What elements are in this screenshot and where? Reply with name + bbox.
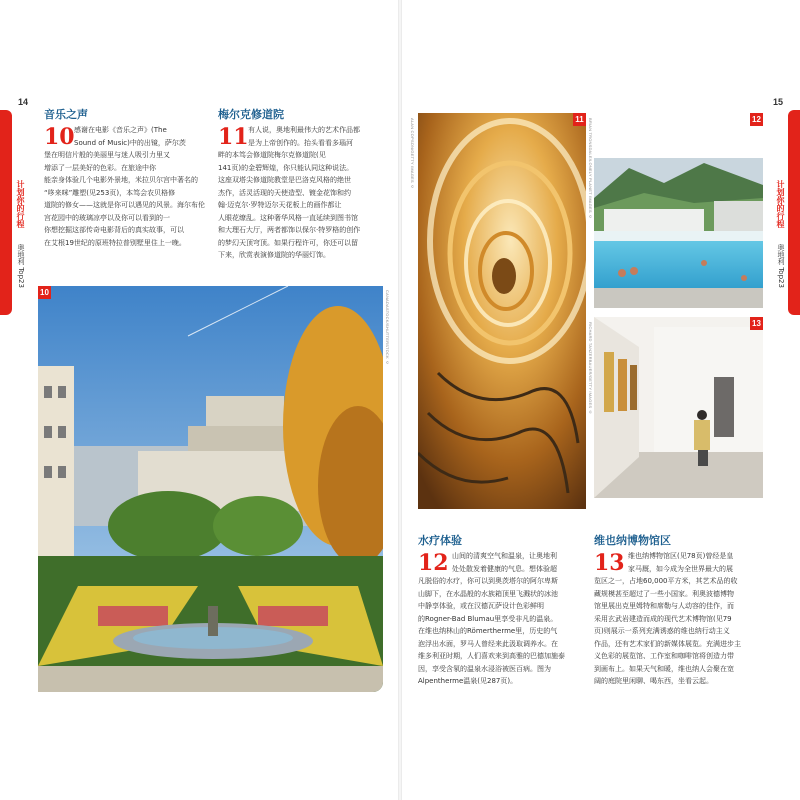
text-line: 处处散发着健康的气息。想体验超 [452,564,557,573]
text-line: 阔的庭院里闲聊、喝东西，坐看云起。 [594,677,713,685]
text-line: 馆里展出克里姆特和席勒与人动容的佳作，而 [594,602,734,610]
text-line: 畔的本笃会修道院梅尔克修道院(见 [218,151,326,159]
text-line: 维多利亚时期，人们喜欢来到高雅的巴德加施泰 [418,652,565,660]
photo-salzburg-mirabell-gardens [38,286,383,692]
text-line: 到画布上。如果天气和暖，维也纳人会聚在宽 [594,664,734,673]
text-line: 有人说，奥地利最伟大的艺术作品都 [248,126,360,134]
text-line: 采用玄武岩建造而成的现代艺术博物馆(见79 [594,614,732,623]
text-line: 山间的清爽空气和温泉，让奥地利 [452,552,557,560]
photo-museum-gallery [594,317,763,498]
section-text-melk [218,149,380,262]
section-text-sound-of-music [44,149,206,249]
photo-alpentherme-pool [594,113,763,308]
section-number-11: 11 [218,124,249,150]
text-line: 道院的修女——这就是你可以遇见的风景。海尔布伦 [44,201,205,209]
text-line: 的Rogner-Bad Blumau里享受非凡的温泉。 [418,614,558,623]
text-line: 堡在明信片般的美丽里与迷人吸引力里又 [44,151,170,159]
photo-credit-12: BRIAN TRONSDALE/LONELY PLANET IMAGES © [588,118,593,220]
text-line: 藏规模甚至超过了一些小国家。利奥波德博物 [594,589,734,598]
photo-credit-10: CANADASTOCK/SHUTTERSTOCK © [385,290,390,366]
text-line: 山脚下，在水晶般的水族箱顶里飞溅状的冰池 [418,589,558,598]
section-text-spa-head [452,550,582,575]
text-line: 页)则展示一系列充满诱惑的维也纳行动主义 [594,627,730,635]
text-line: 维也纳博物馆区(见78页)曾经是皇 [628,552,734,560]
side-tab-right-title: 计划你的行程 [776,180,785,228]
text-line: 翰·迈克尔·罗特迈尔天花板上的画作都让 [218,201,342,209]
photo-melk-spiral-staircase [418,113,586,509]
text-line: 宫花园中的玻璃凉亭以及你可以看到的一 [44,213,170,222]
text-line: 在艾根19世纪的原班特拉普别墅里住上一晚。 [44,238,186,247]
text-line: 义色彩的展览馆、工作室和咖啡馆将创造力带 [594,652,734,660]
text-line: 家马厩，如今成为全世界最大的展 [628,564,733,573]
side-tab-right-subtitle: 奥地利 Top23 [777,244,785,288]
section-number-13: 13 [594,550,625,576]
photo-credit-11: ALAN COPSON/GETTY IMAGES © [410,118,415,190]
book-gutter [398,0,402,800]
section-text-museum-head [628,550,764,575]
text-line: Alpentherme温泉(见287页)。 [418,677,518,685]
photo-badge-10: 10 [38,286,51,299]
side-tab-left-title: 计划你的行程 [16,180,25,228]
text-line: 是为上帝创作的。抬头看看多瑙河 [248,138,353,147]
side-tab-right [788,110,800,315]
photo-badge-13: 13 [750,317,763,330]
text-line: 人眼花缭乱。这种奢华风格一直延续到图书馆 [218,213,358,222]
side-tab-left-subtitle: 奥地利 Top23 [17,244,25,288]
text-line: 增添了一层美好的色彩。在旅途中你 [44,163,156,172]
section-text-melk-head [248,124,380,149]
text-line: 杰作，活灵活现的天使造型、镀金花饰和约 [218,188,351,197]
section-title-museum-quarter: 维也纳博物馆区 [594,534,671,547]
text-line: 的梦幻天顶穹顶。如果行程许可，你还可以留 [218,238,358,247]
section-title-sound-of-music: 音乐之声 [44,108,88,121]
section-title-spa: 水疗体验 [418,534,462,547]
text-line: 在维也纳林山的Römertherme里，历史的气 [418,627,558,635]
photo-badge-11: 11 [573,113,586,126]
photo-badge-12: 12 [750,113,763,126]
section-title-melk-abbey: 梅尔克修道院 [218,108,284,121]
text-line: 览区之一，占地60,000平方米，其艺术品的收 [594,577,738,585]
text-line: “哆来咪”雕塑(见253页)，本笃会农贝格修 [44,188,176,197]
text-line: 感谢在电影《音乐之声》(The [74,126,167,134]
text-line: 你想挖掘这部传奇电影背后的真实故事，可以 [44,226,184,234]
text-line: 141页)的金碧辉煌，你只能认同这种说法。 [218,163,354,172]
text-line: 因，享受含氡的温泉水浸浴被医百病。图为 [418,664,551,673]
text-line: 这座双塔尖修道院教堂是巴洛克风格的绝世 [218,176,351,184]
text-line: 凡脱俗的水疗，你可以到奥茨塔尔的阿尔卑斯 [418,577,558,585]
section-text-museum [594,575,764,688]
text-line: 和大理石大厅，两者都饰以保尔·特罗格的创作 [218,226,361,234]
page-number-right: 15 [773,97,784,107]
page-number-left: 14 [18,97,29,107]
text-line: 作品，还有艺术家们的新媒体展览。充满进步主 [594,639,741,648]
text-line: 下来，欣赏表演修道院的华丽灯饰。 [218,251,330,259]
text-line: 能亲身体验几个电影外景地，米拉贝尔宫中著名的 [44,176,198,184]
section-text-spa [418,575,582,688]
section-number-10: 10 [44,124,75,150]
section-number-12: 12 [418,550,449,576]
side-tab-left [0,110,12,315]
photo-credit-13: RICHARD TANZERBAUER/GETTY IMAGES © [588,322,593,415]
text-line: Sound of Music)中的出镜，萨尔茨 [74,138,186,147]
section-text-sound-of-music-head [74,124,206,149]
text-line: 泡浮出水面，罗马人曾经来此汲取调养水。在 [418,639,558,648]
text-line: 中静享体验，或在汉德瓦萨设计色彩鲜明 [418,602,544,610]
